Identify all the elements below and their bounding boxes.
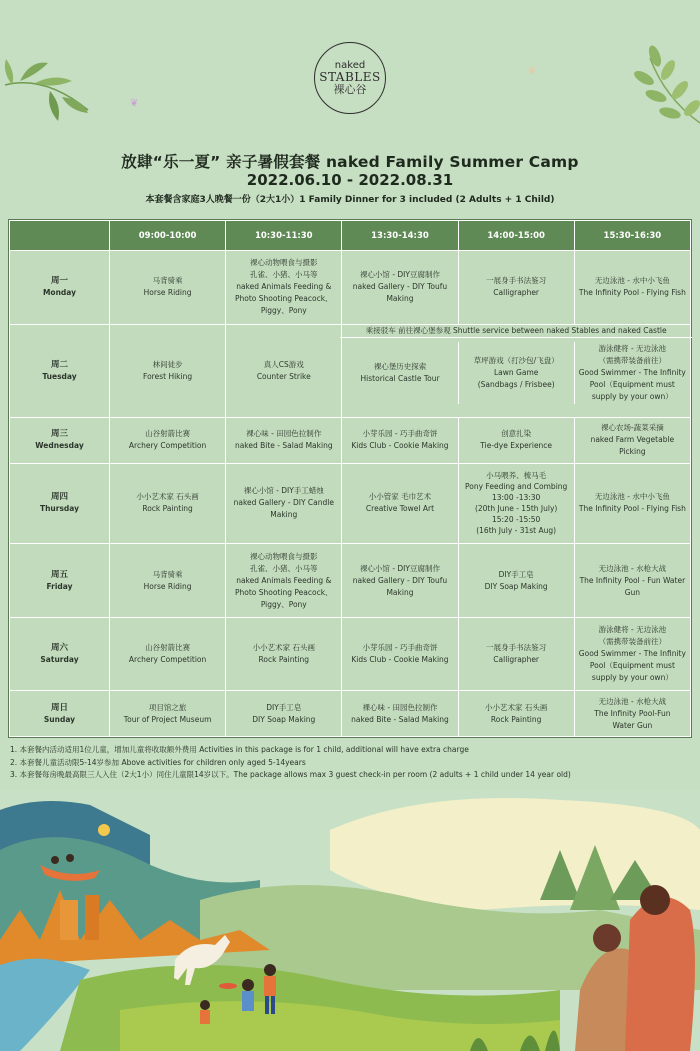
activity-cell: 无边泳池 - 水中小飞鱼 The Infinity Pool - Flying Fish xyxy=(574,251,690,325)
schedule-table xyxy=(8,219,692,738)
day-zh: 周六 xyxy=(50,643,68,654)
activity-cell: 游泳健将 - 无边泳池 （需携带装备前往） Good Swimmer - The Infinity Pool（Equipment must supply by your own） xyxy=(574,617,690,691)
day-en: Wednesday xyxy=(35,441,84,451)
butterfly-icon: ❦ xyxy=(528,66,537,77)
activity-cell: 裸心农场-蔬菜采摘 naked Farm Vegetable Picking xyxy=(574,418,690,464)
day-zh: 周一 xyxy=(50,276,68,287)
table-row xyxy=(10,418,691,464)
day-en: Monday xyxy=(42,288,77,298)
activity-cell: 无边泳池 - 水中小飞鱼 The Infinity Pool - Flying Fish xyxy=(574,463,690,544)
activity-cell: 裸心小馆 - DIY豆腐制作 naked Gallery - DIY Toufu Making xyxy=(342,544,458,618)
table-row xyxy=(10,251,691,325)
activity-cell: DIY手工皂 DIY Soap Making xyxy=(226,691,342,737)
activity-cell: 裸心小馆 - DIY豆腐制作 naked Gallery - DIY Toufu Making xyxy=(342,251,458,325)
header-time-slot: 13:30-14:30 xyxy=(342,221,458,251)
header-row xyxy=(10,221,691,251)
header-time-slot: 14:00-15:00 xyxy=(458,221,574,251)
activity-cell: 裸心堡历史探索 Historical Castle Tour xyxy=(342,342,458,404)
day-zh: 周四 xyxy=(50,492,68,503)
bamboo-leaves-left-icon xyxy=(0,55,90,125)
activity-cell: 小小管家 毛巾艺术 Creative Towel Art xyxy=(342,463,458,544)
note-item: 1. 本套餐内活动适用1位儿童，增加儿童将收取额外费用 Activities in this package is for 1 child, additional will have extra charge xyxy=(10,745,469,754)
date-range: 2022.06.10 - 2022.08.31 xyxy=(246,171,454,189)
activity-cell: 裸心小馆 - DIY手工蜡烛 naked Gallery - DIY Candle Making xyxy=(226,463,342,544)
activity-cell: 裸心味 - 田园色拉制作 naked Bite - Salad Making xyxy=(342,691,458,737)
activity-cell: 草坪游戏（打沙包/飞盘） Lawn Game (Sandbags / Frisbee) xyxy=(458,342,574,404)
day-en: Thursday xyxy=(39,504,80,514)
activity-cell: 一展身手书法鉴习 Calligrapher xyxy=(458,617,574,691)
activity-cell: 无边泳池 - 水枪大战 The Infinity Pool - Fun Water Gun xyxy=(574,544,690,618)
table-row xyxy=(10,617,691,691)
header-time-slot: 10:30-11:30 xyxy=(226,221,342,251)
activity-cell: 小芽乐园 - 巧手曲奇饼 Kids Club - Cookie Making xyxy=(342,617,458,691)
day-zh: 周三 xyxy=(50,429,68,440)
activity-cell: 小马喂养、梳马毛 Pony Feeding and Combing 13:00 -13:30 (20th June - 15th July) 15:20 -15:50 (16th July - 31st Aug) xyxy=(458,463,574,544)
day-cell xyxy=(10,544,110,618)
activity-cell: 裸心动物喂食与摄影 孔雀、小猪、小马等 naked Animals Feeding & Photo Shooting Peacock、 Piggy、Pony xyxy=(226,544,342,618)
activity-cell: 小芽乐园 - 巧手曲奇饼 Kids Club - Cookie Making xyxy=(342,418,458,464)
activity-cell: 山谷射箭比赛 Archery Competition xyxy=(110,617,226,691)
table-row xyxy=(10,691,691,737)
activity-cell: DIY手工皂 DIY Soap Making xyxy=(458,544,574,618)
day-cell xyxy=(10,617,110,691)
day-zh: 周日 xyxy=(50,702,68,713)
day-en: Saturday xyxy=(40,655,79,665)
logo-line-3: 裸心谷 xyxy=(333,82,367,96)
header-cell-empty xyxy=(10,221,110,251)
day-zh: 周五 xyxy=(50,569,68,580)
activity-cell: 创意扎染 Tie-dye Experience xyxy=(458,418,574,464)
note-item: 3. 本套餐每房晚最高限三人入住（2大1小）同住儿童限14岁以下。The package allows max 3 guest check-in per room (2 adults + 1 child under 14 year old) xyxy=(10,770,571,779)
activity-cell: 马背骑乘 Horse Riding xyxy=(110,251,226,325)
shuttle-note: 乘接驳车 前往裸心堡参观 Shuttle service between naked Stables and naked Castle xyxy=(340,324,692,338)
day-cell xyxy=(10,324,110,417)
header-time-slot: 09:00-10:00 xyxy=(110,221,226,251)
activity-cell: 项目馆之旅 Tour of Project Museum xyxy=(110,691,226,737)
day-cell xyxy=(10,463,110,544)
day-en: Tuesday xyxy=(42,371,77,381)
logo-line-2: STABLES xyxy=(319,70,381,85)
activity-cell: 游泳健将 - 无边泳池 （需携带装备前往） Good Swimmer - The Infinity Pool（Equipment must supply by your own） xyxy=(578,343,686,401)
day-cell xyxy=(10,691,110,737)
activity-cell: 马背骑乘 Horse Riding xyxy=(110,544,226,618)
activity-cell: 裸心味 - 田园色拉制作 naked Bite - Salad Making xyxy=(226,418,342,464)
notes xyxy=(10,744,690,782)
header-time-slot: 15:30-16:30 xyxy=(574,221,690,251)
activity-cell: 真人CS游戏 Counter Strike xyxy=(226,324,342,417)
activity-cell: 小小艺术家 石头画 Rock Painting xyxy=(226,617,342,691)
activity-cell: 山谷射箭比赛 Archery Competition xyxy=(110,418,226,464)
logo-line-1: naked xyxy=(334,59,366,71)
activity-cell: 无边泳池 - 水枪大战 The Infinity Pool-Fun Water Gun xyxy=(574,691,690,737)
leaf-branch-right-icon xyxy=(610,38,700,128)
table-row xyxy=(10,324,691,417)
butterfly-icon: ❦ xyxy=(130,98,139,109)
page-title: 放肆“乐一夏” 亲子暑假套餐 naked Family Summer Camp xyxy=(121,153,579,171)
package-subtitle: 本套餐含家庭3人晚餐一份（2大1小）1 Family Dinner for 3 included (2 Adults + 1 Child) xyxy=(145,195,555,205)
table-row xyxy=(10,463,691,544)
day-cell xyxy=(10,418,110,464)
table-row xyxy=(10,544,691,618)
day-cell xyxy=(10,251,110,325)
shuttle-group-cell xyxy=(342,324,691,417)
naked-stables-logo xyxy=(314,42,386,114)
family-landscape-illustration xyxy=(0,790,700,1051)
activity-cell: 裸心动物喂食与摄影 孔雀、小猪、小马等 naked Animals Feeding & Photo Shooting Peacock、 Piggy、Pony xyxy=(226,251,342,325)
activity-cell: 一展身手书法鉴习 Calligrapher xyxy=(458,251,574,325)
activity-cell: 小小艺术家 石头画 Rock Painting xyxy=(110,463,226,544)
activity-cell: 小小艺术家 石头画 Rock Painting xyxy=(458,691,574,737)
note-item: 2. 本套餐儿童活动限5-14岁参加 Above activities for children only aged 5-14years xyxy=(10,757,306,767)
day-en: Sunday xyxy=(43,714,76,724)
day-zh: 周二 xyxy=(50,359,68,370)
activity-cell: 林间徒步 Forest Hiking xyxy=(110,324,226,417)
day-en: Friday xyxy=(46,581,73,591)
